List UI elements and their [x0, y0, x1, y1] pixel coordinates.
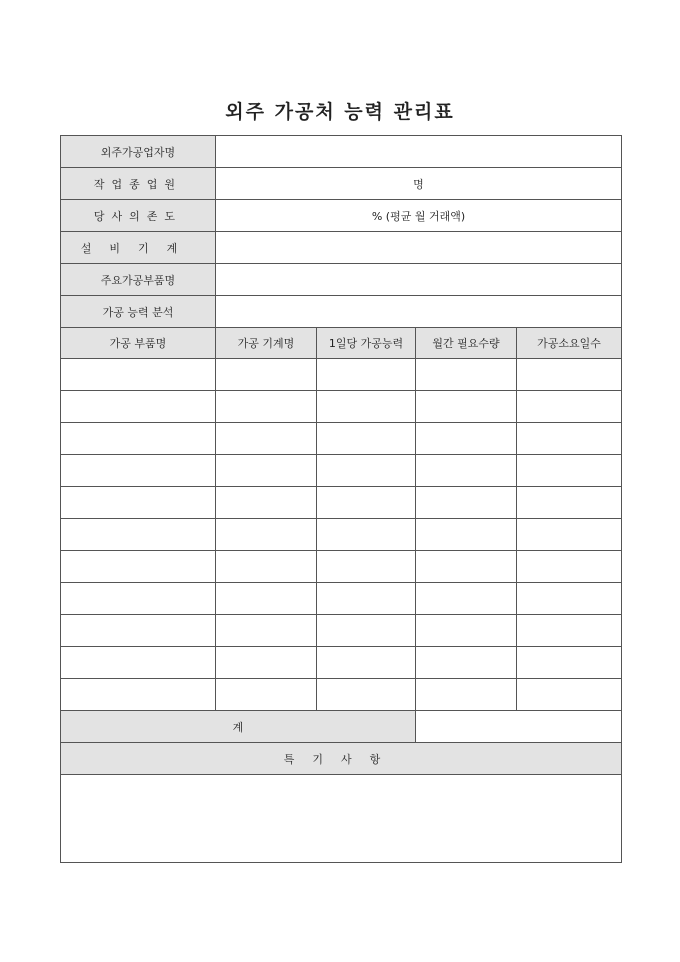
info-label: 설비기계	[61, 232, 216, 264]
table-cell[interactable]	[416, 359, 517, 391]
table-cell[interactable]	[416, 551, 517, 583]
table-cell[interactable]	[517, 551, 622, 583]
table-row	[61, 679, 622, 711]
column-header: 가공 부품명	[61, 328, 216, 359]
table-cell[interactable]	[317, 519, 416, 551]
table-cell[interactable]	[517, 583, 622, 615]
table-cell[interactable]	[61, 679, 216, 711]
table-row	[61, 423, 622, 455]
table-row	[61, 551, 622, 583]
table-cell[interactable]	[416, 455, 517, 487]
table-cell[interactable]	[216, 583, 317, 615]
table-cell[interactable]	[517, 359, 622, 391]
table-cell[interactable]	[61, 615, 216, 647]
table-row	[61, 391, 622, 423]
notes-row	[61, 775, 622, 863]
table-cell[interactable]	[61, 583, 216, 615]
table-cell[interactable]	[61, 423, 216, 455]
table-cell[interactable]	[317, 455, 416, 487]
table-cell[interactable]	[517, 391, 622, 423]
info-row	[61, 168, 622, 200]
info-label: 가공 능력 분석	[61, 296, 216, 328]
table-cell[interactable]	[416, 519, 517, 551]
info-value[interactable]: 명	[216, 168, 622, 200]
table-cell[interactable]	[317, 359, 416, 391]
table-cell[interactable]	[216, 391, 317, 423]
info-row	[61, 232, 622, 264]
table-cell[interactable]	[317, 679, 416, 711]
table-cell[interactable]	[416, 423, 517, 455]
info-value[interactable]	[216, 264, 622, 296]
column-header: 가공소요일수	[517, 328, 622, 359]
notes-field[interactable]	[61, 775, 622, 863]
table-cell[interactable]	[61, 487, 216, 519]
table-cell[interactable]	[216, 647, 317, 679]
table-row	[61, 455, 622, 487]
info-label: 작업종업원	[61, 168, 216, 200]
table-cell[interactable]	[317, 583, 416, 615]
info-row	[61, 296, 622, 328]
table-row	[61, 487, 622, 519]
table-row	[61, 647, 622, 679]
info-value[interactable]: % (평균 월 거래액)	[216, 200, 622, 232]
info-label: 주요가공부품명	[61, 264, 216, 296]
table-cell[interactable]	[216, 423, 317, 455]
info-row	[61, 136, 622, 168]
total-row	[61, 711, 622, 743]
info-value[interactable]	[216, 232, 622, 264]
table-cell[interactable]	[317, 615, 416, 647]
table-cell[interactable]	[416, 487, 517, 519]
column-header-row	[61, 328, 622, 359]
total-label: 계	[61, 711, 416, 743]
table-cell[interactable]	[317, 647, 416, 679]
management-table	[60, 135, 622, 863]
table-row	[61, 583, 622, 615]
table-cell[interactable]	[216, 359, 317, 391]
table-cell[interactable]	[416, 615, 517, 647]
table-cell[interactable]	[517, 519, 622, 551]
table-row	[61, 519, 622, 551]
info-value[interactable]	[216, 296, 622, 328]
table-cell[interactable]	[517, 615, 622, 647]
column-header: 1일당 가공능력	[317, 328, 416, 359]
info-label: 당사의존도	[61, 200, 216, 232]
table-cell[interactable]	[216, 679, 317, 711]
info-row	[61, 200, 622, 232]
table-cell[interactable]	[216, 519, 317, 551]
table-cell[interactable]	[216, 551, 317, 583]
info-row	[61, 264, 622, 296]
table-cell[interactable]	[416, 679, 517, 711]
table-cell[interactable]	[216, 455, 317, 487]
table-row	[61, 359, 622, 391]
table-cell[interactable]	[61, 519, 216, 551]
table-cell[interactable]	[416, 647, 517, 679]
table-row	[61, 615, 622, 647]
table-cell[interactable]	[216, 615, 317, 647]
table-cell[interactable]	[517, 423, 622, 455]
document-title: 외주 가공처 능력 관리표	[225, 101, 455, 123]
table-cell[interactable]	[416, 391, 517, 423]
total-value[interactable]	[416, 711, 622, 743]
table-cell[interactable]	[216, 487, 317, 519]
table-cell[interactable]	[61, 455, 216, 487]
table-cell[interactable]	[517, 647, 622, 679]
column-header: 가공 기계명	[216, 328, 317, 359]
column-header: 월간 필요수량	[416, 328, 517, 359]
notes-label: 특기사항	[61, 743, 622, 775]
table-cell[interactable]	[317, 423, 416, 455]
table-cell[interactable]	[317, 487, 416, 519]
info-label: 외주가공업자명	[61, 136, 216, 168]
table-cell[interactable]	[517, 679, 622, 711]
table-cell[interactable]	[416, 583, 517, 615]
info-value[interactable]	[216, 136, 622, 168]
table-cell[interactable]	[317, 391, 416, 423]
table-cell[interactable]	[517, 487, 622, 519]
table-cell[interactable]	[317, 551, 416, 583]
table-cell[interactable]	[517, 455, 622, 487]
table-cell[interactable]	[61, 391, 216, 423]
table-cell[interactable]	[61, 359, 216, 391]
notes-header-row	[61, 743, 622, 775]
table-cell[interactable]	[61, 647, 216, 679]
table-cell[interactable]	[61, 551, 216, 583]
